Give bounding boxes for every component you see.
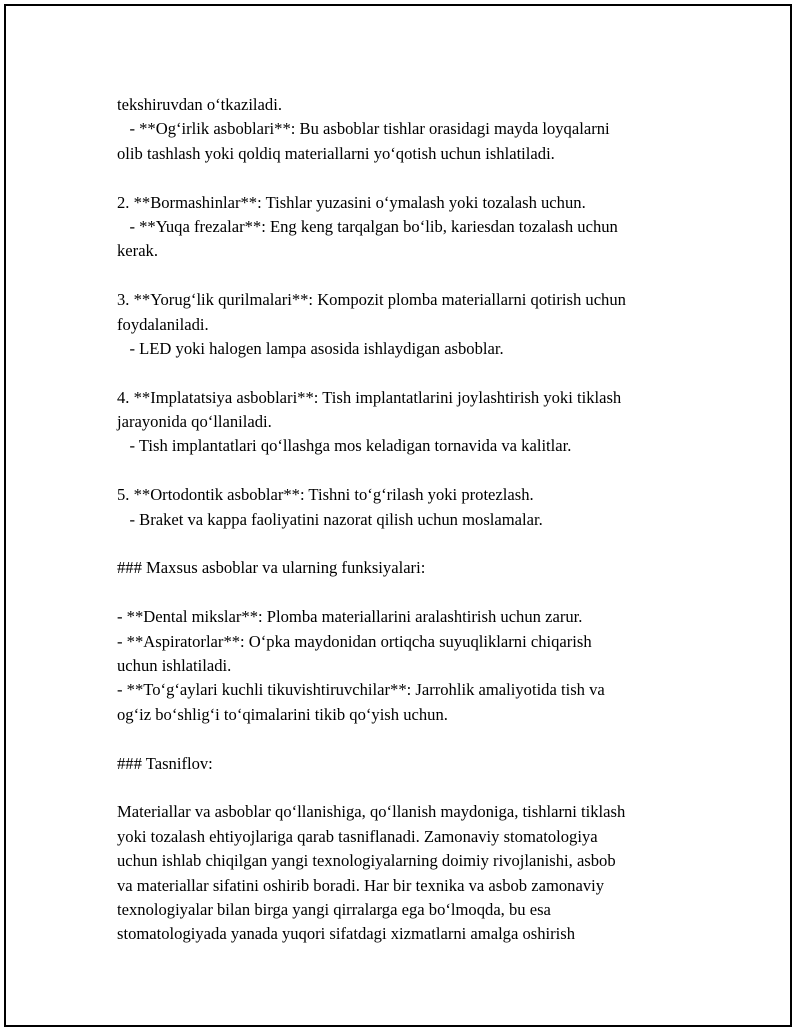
document-body — [117, 93, 697, 947]
blank-line — [117, 581, 697, 605]
text-line: og‘iz bo‘shlig‘i to‘qimalarini tikib qo‘yish uchun. — [117, 704, 448, 724]
text-line: - **To‘g‘aylari kuchli tikuvishtiruvchilar**: Jarrohlik amaliyotida tish va — [117, 680, 605, 700]
blank-line — [117, 776, 697, 800]
text-line: ### Maxsus asboblar va ularning funksiyalari: — [117, 558, 426, 578]
text-line: texnologiyalar bilan birga yangi qirralarga ega bo‘lmoqda, bu esa — [117, 899, 551, 919]
text-line: jarayonida qo‘llaniladi. — [117, 412, 272, 432]
text-line: ### Tasniflov: — [117, 753, 213, 773]
text-line: - **Og‘irlik asboblari**: Bu asboblar tishlar orasidagi mayda loyqalarni — [117, 119, 610, 139]
blank-line — [117, 264, 697, 288]
blank-line — [117, 166, 697, 190]
text-line: - Tish implantatlari qo‘llashga mos keladigan tornavida va kalitlar. — [117, 436, 572, 456]
text-line: - LED yoki halogen lampa asosida ishlaydigan asboblar. — [117, 338, 504, 358]
text-line: uchun ishlatiladi. — [117, 655, 232, 675]
blank-line — [117, 727, 697, 751]
text-line: - **Aspiratorlar**: O‘pka maydonidan ortiqcha suyuqliklarni chiqarish — [117, 631, 592, 651]
text-line: - Braket va kappa faoliyatini nazorat qilish uchun moslamalar. — [117, 509, 543, 529]
text-line: - **Yuqa frezalar**: Eng keng tarqalgan bo‘lib, kariesdan tozalash uchun — [117, 216, 618, 236]
text-line: olib tashlash yoki qoldiq materiallarni yo‘qotish uchun ishlatiladi. — [117, 143, 555, 163]
text-line: va materiallar sifatini oshirib boradi. Har bir texnika va asbob zamonaviy — [117, 875, 605, 895]
text-line: Materiallar va asboblar qo‘llanishiga, qo‘llanish maydoniga, tishlarni tiklash — [117, 802, 626, 822]
text-line: foydalaniladi. — [117, 314, 209, 334]
text-line: kerak. — [117, 241, 158, 261]
text-line: 5. **Ortodontik asboblar**: Tishni to‘g‘rilash yoki protezlash. — [117, 485, 534, 505]
text-line: 3. **Yorug‘lik qurilmalari**: Kompozit plomba materiallarni qotirish uchun — [117, 290, 626, 310]
text-line: yoki tozalash ehtiyojlariga qarab tasniflanadi. Zamonaviy stomatologiya — [117, 826, 598, 846]
text-line: 4. **Implatatsiya asboblari**: Tish implantatlarini joylashtirish yoki tiklash — [117, 387, 622, 407]
blank-line — [117, 532, 697, 556]
blank-line — [117, 459, 697, 483]
text-line: 2. **Bormashinlar**: Tishlar yuzasini o‘ymalash yoki tozalash uchun. — [117, 192, 586, 212]
text-line: uchun ishlab chiqilgan yangi texnologiyalarning doimiy rivojlanishi, asbob — [117, 851, 616, 871]
text-line: stomatologiyada yanada yuqori sifatdagi xizmatlarni amalga oshirish — [117, 924, 576, 944]
text-line: tekshiruvdan o‘tkaziladi. — [117, 95, 282, 114]
text-line: - **Dental mikslar**: Plomba materiallarini aralashtirish uchun zarur. — [117, 607, 583, 627]
blank-line — [117, 361, 697, 385]
